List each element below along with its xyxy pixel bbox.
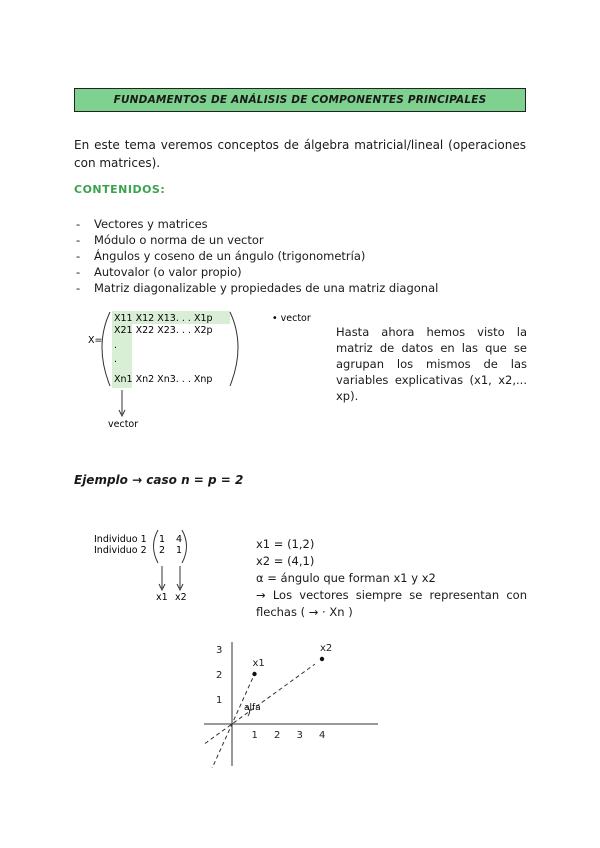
definition-x2: x2 = (4,1) <box>256 554 315 568</box>
left-paren <box>102 312 110 386</box>
page-title: FUNDAMENTOS DE ANÁLISIS DE COMPONENTES PRINCIPALES <box>113 94 487 106</box>
matrix-row-2: X21 X22 X23. . . X2p <box>114 325 213 336</box>
matrix-row-n: Xn1 Xn2 Xn3. . . Xnp <box>114 374 213 385</box>
small-right-paren <box>182 530 187 563</box>
point-label-x2: x2 <box>320 643 333 654</box>
definition-x1: x1 = (1,2) <box>256 537 315 551</box>
cell-2-2: 1 <box>176 545 183 556</box>
matrix-row-4: . <box>114 354 118 365</box>
small-left-paren <box>154 530 159 563</box>
definition-alpha: α = ángulo que forman x1 y x2 <box>256 571 436 585</box>
cell-1-1: 1 <box>159 534 166 545</box>
list-item: - Ángulos y coseno de un ángulo (trigonometría) <box>74 248 438 264</box>
y-tick-label: 1 <box>216 695 223 706</box>
x-tick-label: 2 <box>274 730 281 741</box>
vector-plot <box>196 636 386 768</box>
page-title-box <box>74 88 526 112</box>
col-label-1: x1 <box>156 592 168 603</box>
cell-1-2: 4 <box>176 534 183 545</box>
section-heading: CONTENIDOS: <box>74 183 166 196</box>
point-x1 <box>252 672 256 676</box>
small-matrix-sketch <box>92 526 202 608</box>
row-label-1: Individuo 1 <box>94 534 147 545</box>
matrix-note: Hasta ahora hemos visto la matriz de datos en las que se agrupan los mismos de las variables explicativas (x1, x2,... xp). <box>336 325 527 403</box>
intro-paragraph: En este tema veremos conceptos de álgebra matricial/lineal (operaciones con matrices). <box>74 138 526 170</box>
angle-label: alfa <box>244 703 261 713</box>
point-x2 <box>320 657 324 661</box>
row-label-2: Individuo 2 <box>94 545 147 556</box>
list-item: - Vectores y matrices <box>74 216 438 232</box>
x-tick-label: 3 <box>296 730 303 741</box>
cell-2-1: 2 <box>159 545 166 556</box>
row-arrow-label: • vector <box>272 313 311 324</box>
example-heading: Ejemplo → caso n = p = 2 <box>74 473 244 487</box>
y-tick-label: 3 <box>216 645 223 656</box>
column-arrow-label: vector <box>108 419 139 430</box>
definition-arrows: → Los vectores siempre se representan con flechas ( → · Xn ) <box>256 588 527 619</box>
y-tick-label: 2 <box>216 670 223 681</box>
matrix-row-1: X11 X12 X13. . . X1p <box>114 313 213 324</box>
list-item: - Módulo o norma de un vector <box>74 232 438 248</box>
contents-list <box>74 216 438 296</box>
col-label-2: x2 <box>175 592 187 603</box>
matrix-sketch <box>84 306 324 436</box>
definitions <box>256 536 527 621</box>
list-item: - Autovalor (o valor propio) <box>74 264 438 280</box>
x-tick-label: 1 <box>251 730 258 741</box>
vector-x1-line <box>205 678 253 768</box>
right-paren <box>230 312 238 386</box>
matrix-row-3: . <box>114 340 118 351</box>
matrix-label: X= <box>88 335 103 346</box>
x-tick-label: 4 <box>319 730 326 741</box>
list-item: - Matriz diagonalizable y propiedades de una matriz diagonal <box>74 280 438 296</box>
point-label-x1: x1 <box>252 658 265 669</box>
